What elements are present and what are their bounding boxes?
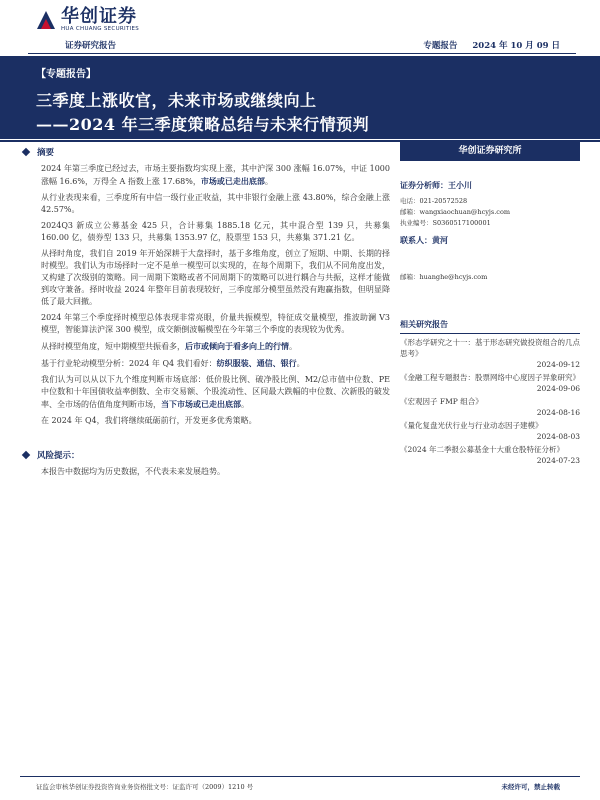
highlight-text: 市场或已走出底部	[200, 176, 265, 186]
abstract-para-6: 从择时模型角度，短中期模型共振看多，后市或倾向于看多向上的行情。	[41, 341, 297, 351]
footer-divider	[20, 776, 580, 777]
analyst-email[interactable]: 邮箱：wangxiaochuan@hcyjs.com	[400, 208, 511, 216]
related-reports-heading: 相关研究报告	[400, 319, 580, 334]
company-logo	[35, 7, 139, 33]
logo-cn-text: 华创证券	[61, 6, 137, 27]
title-band	[0, 56, 600, 139]
institute-heading: 华创证券研究所	[400, 142, 580, 161]
header-meta	[411, 39, 560, 51]
sidebar	[400, 142, 580, 466]
diamond-bullet-icon	[22, 451, 30, 459]
page-header	[0, 0, 600, 55]
logo-icon	[35, 9, 57, 31]
report-category: 专题报告	[423, 41, 458, 51]
highlight-text: 后市或倾向于看多向上的行情	[185, 341, 289, 351]
related-report-date: 2024-09-06	[536, 384, 580, 393]
report-date: 2024 年 10 月 09 日	[472, 41, 560, 51]
related-report-title[interactable]: 《形态学研究之十一：基于形态研究做投资组合的几点思考》	[400, 338, 580, 358]
related-report-date: 2024-08-03	[536, 432, 580, 441]
abstract-para-9: 在 2024 年 Q4，我们将继续砥砺前行，开发更多优秀策略。	[41, 416, 257, 425]
related-report-title[interactable]: 《宏观因子 FMP 组合》	[400, 397, 483, 406]
report-type: 证券研究报告	[65, 41, 117, 51]
abstract-para-7: 基于行业轮动模型分析：2024 年 Q4 我们看好：纺织服装、通信、银行。	[41, 358, 305, 368]
abstract-para-4: 从择时角度，我们自 2019 年开始深耕于大盘择时，基于多维角度，创立了短期、中期、长期的择时模型。我们认为市场择时一定不是单一模型可以实现的，在每个周期下，我们从不同角度出发，又构建了次级别的策略。同一周期下策略或者不同周期下的策略可以进行耦合与共振，这样才能做到攻守兼备。择时收益 2024 年整年目前表现较好，三季度部分模型虽然没有跑赢指数，但明显降低了最大回撤。	[41, 249, 390, 306]
risk-text: 本报告中数据均为历史数据，不代表未来发展趋势。	[41, 467, 225, 476]
related-report-date: 2024-08-16	[536, 408, 580, 417]
page-subtitle: ——2024 年三季度策略总结与未来行情预判	[36, 115, 370, 134]
risk-heading: 风险提示：	[20, 449, 390, 461]
contact-email[interactable]: 邮箱：huanghe@hcyjs.com	[400, 273, 488, 281]
abstract-para-2: 从行业表现来看，三季度所有中信一级行业正收益，其中非银行金融上涨 43.80%，综合金融上涨 42.57%。	[41, 193, 390, 214]
highlight-text: 纺织服装、通信、银行	[216, 358, 297, 368]
abstract-para-1: 2024 年第三季度已经过去，市场主要指数均实现上涨，其中沪深 300 涨幅 16.07%，中证 1000 涨幅 16.6%，万得全 A 指数上涨 17.68%，市场或已走出底部。	[41, 164, 390, 186]
related-report-date: 2024-07-23	[536, 456, 580, 465]
header-divider	[28, 53, 576, 54]
page-title: 三季度上涨收官，未来市场或继续向上	[36, 91, 317, 110]
analyst-phone: 电话：021-20572528	[400, 197, 468, 205]
abstract-para-3: 2024Q3 新成立公募基金 425 只，合计募集 1885.18 亿元，其中混合型 139 只，共募集 160.00 亿，债券型 133 只，共募集 1353.97 亿，股票型 153 只，共募集 371.21 亿。	[41, 221, 390, 242]
footer-disclaimer: 证监会审核华创证券投资咨询业务资格批文号：证监许可（2009）1210 号	[36, 783, 254, 791]
related-report-title[interactable]: 《2024 年二季报公募基金十大重仓股特征分析》	[400, 445, 564, 454]
analyst-line: 证券分析师：王小川	[400, 180, 472, 190]
logo-en-text: HUA CHUANG SECURITIES	[61, 26, 140, 32]
abstract-heading: 摘要	[20, 146, 390, 158]
report-tag: 【专题报告】	[36, 69, 96, 80]
contact-line: 联系人：黄河	[400, 235, 448, 245]
main-content	[20, 142, 390, 478]
related-report-title[interactable]: 《金融工程专题报告：股票网络中心度因子异象研究》	[400, 373, 580, 382]
abstract-para-5: 2024 年第三个季度择时模型总体表现非常亮眼，价量共振模型，特征成交量模型，推波助澜 V3 模型，智能算法沪深 300 模型，成交额倒波幅模型在今年第三个季度的表现较为优秀。	[41, 313, 390, 334]
related-reports-list	[400, 337, 580, 466]
analyst-license: 执业编号：S0360517100001	[400, 219, 491, 227]
footer-copyright: 未经许可，禁止转载	[501, 783, 560, 791]
diamond-bullet-icon	[22, 148, 30, 156]
related-report-date: 2024-09-12	[536, 360, 580, 369]
abstract-para-8: 我们认为可以从以下九个维度判断市场底部：低价股比例、破净股比例、M2/总市值中位数、PE 中位数和十年国债收益率倒数、全市交易额、个股流动性、区间最大跌幅的中位数、次新股的破发率、全市场的估值角度判断市场，当下市场或已走出底部。	[41, 375, 390, 409]
related-report-title[interactable]: 《量化复盘光伏行业与行业动态因子建模》	[400, 421, 543, 430]
highlight-text: 当下市场或已走出底部	[161, 399, 241, 409]
